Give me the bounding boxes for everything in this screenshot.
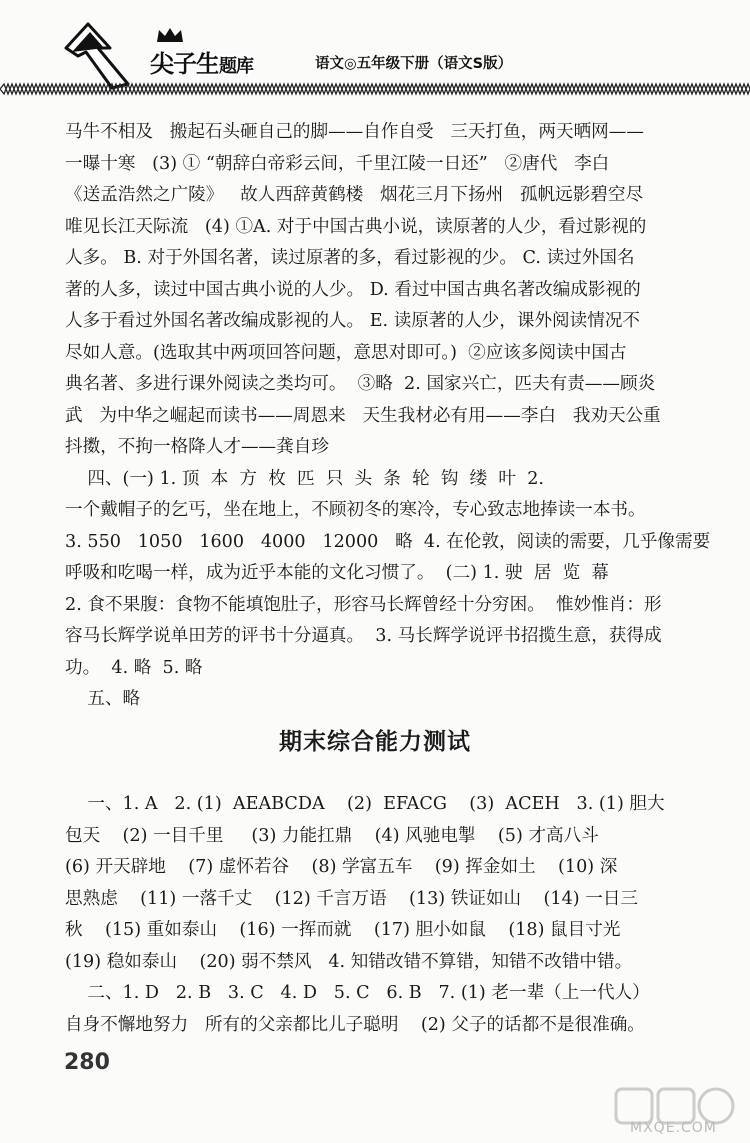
text-line: 五、略 bbox=[65, 689, 141, 709]
brand-title: 尖子生题库 bbox=[150, 50, 253, 78]
text-line: 著的人多，读过中国古典小说的人少。 D. 看过中国古典名著改编成影视的 bbox=[65, 279, 641, 300]
text-line: 抖擞，不拘一格降人才——龚自珍 bbox=[65, 437, 329, 457]
header-divider bbox=[0, 82, 750, 96]
arrow-logo-icon bbox=[58, 18, 138, 90]
text-line: 秋 (15) 重如泰山 (16) 一挥而就 (17) 胆小如鼠 (18) 鼠目寸光 bbox=[65, 920, 621, 940]
text-line: 一、1. A 2. (1) AEABCDA (2) EFACG (3) ACEH 3. (1) 胆大 bbox=[65, 794, 665, 814]
section-title: 期末综合能力测试 bbox=[279, 729, 471, 755]
text-line: 功。 4. 略 5. 略 bbox=[65, 657, 203, 678]
text-line: 典名著、多进行课外阅读之类均可。 ③略 2. 国家兴亡，匹夫有责——顾炎 bbox=[65, 374, 656, 394]
text-line: 一个戴帽子的乞丐，坐在地上，不顾初冬的寒冷，专心致志地捧读一本书。 bbox=[65, 500, 646, 520]
text-line: 武 为中华之崛起而读书——周恩来 天生我材必有用——李白 我劝天公重 bbox=[65, 405, 661, 426]
text-line: 自身不懈地努力 所有的父亲都比儿子聪明 (2) 父子的话都不是很准确。 bbox=[65, 1014, 645, 1035]
text-line: 尽如人意。(选取其中两项回答问题，意思对即可。) ②应该多阅读中国古 bbox=[65, 342, 627, 363]
text-line: 一曝十寒 (3) ① “朝辞白帝彩云间，千里江陵一日还” ②唐代 李白 bbox=[65, 153, 610, 174]
text-line: (19) 稳如泰山 (20) 弱不禁风 4. 知错改错不算错，知错不改错中错。 bbox=[65, 951, 633, 972]
text-line: 呼吸和吃喝一样，成为近乎本能的文化习惯了。 (二) 1. 驶 居 览 幕 bbox=[65, 563, 609, 583]
book-subject: 语文◎五年级下册（语文S版） bbox=[315, 56, 513, 72]
text-line: 唯见长江天际流 (4) ①A. 对于中国古典小说，读原著的人少，看过影视的 bbox=[65, 216, 647, 237]
crown-icon bbox=[155, 26, 185, 44]
watermark-text: MXQE.COM bbox=[630, 1120, 717, 1136]
text-line: (6) 开天辟地 (7) 虚怀若谷 (8) 学富五车 (9) 挥金如土 (10) 深 bbox=[65, 857, 618, 877]
text-line: 思熟虑 (11) 一落千丈 (12) 千言万语 (13) 铁证如山 (14) 一日三 bbox=[65, 888, 639, 909]
page-number: 280 bbox=[64, 1050, 110, 1075]
text-line: 包天 (2) 一目千里 (3) 力能扛鼎 (4) 风驰电掣 (5) 才高八斗 bbox=[65, 825, 599, 846]
text-line: 3. 550 1050 1600 4000 12000 略 4. 在伦敦，阅读的需要，几乎像需要 bbox=[65, 531, 711, 552]
text-line: 《送孟浩然之广陵》 故人西辞黄鹤楼 烟花三月下扬州 孤帆远影碧空尽 bbox=[65, 185, 644, 205]
text-line: 2. 食不果腹：食物不能填饱肚子，形容马长辉曾经十分穷困。 惟妙惟肖：形 bbox=[65, 594, 662, 615]
text-line: 人多。 B. 对于外国名著，读过原著的多，看过影视的少。 C. 读过外国名 bbox=[65, 248, 635, 268]
text-line: 马牛不相及 搬起石头砸自己的脚——自作自受 三天打鱼，两天晒网—— bbox=[65, 122, 644, 142]
text-line: 二、1. D 2. B 3. C 4. D 5. C 6. B 7. (1) 老一辈（上一代人） bbox=[65, 983, 650, 1003]
text-line: 四、(一) 1. 顶 本 方 枚 匹 只 头 条 轮 钩 缕 叶 2. bbox=[65, 468, 544, 489]
answers-part1 bbox=[65, 117, 711, 716]
text-line: 人多于看过外国名著改编成影视的人。 E. 读原著的人少，课外阅读情况不 bbox=[65, 311, 641, 331]
answers-part2 bbox=[65, 789, 697, 1041]
page-header bbox=[0, 0, 750, 92]
text-line: 容马长辉学说单田芳的评书十分逼真。 3. 马长辉学说评书招揽生意，获得成 bbox=[65, 626, 662, 646]
